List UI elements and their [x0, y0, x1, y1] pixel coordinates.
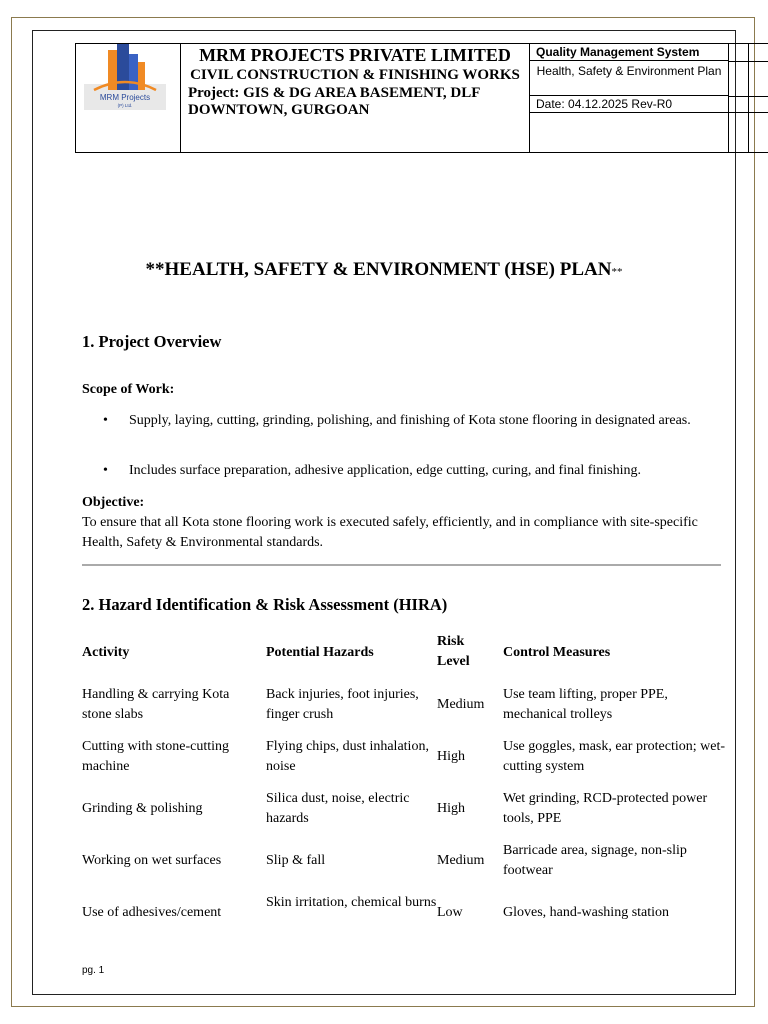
page-number: pg. 1	[82, 965, 105, 976]
table-cell: Slip & fall	[266, 853, 326, 868]
table-cell: Low	[437, 905, 463, 920]
table-cell: Handling & carrying Kota stone slabs	[82, 687, 230, 722]
column-header: Potential Hazards	[266, 645, 374, 660]
header-blank-cells	[728, 43, 768, 153]
table-cell: High	[437, 801, 465, 816]
company-logo	[84, 44, 166, 110]
section-divider	[82, 564, 721, 566]
table-cell: Cutting with stone-cutting machine	[82, 739, 229, 774]
table-cell: Medium	[437, 853, 485, 868]
project-name: Project: GIS & DG AREA BASEMENT, DLF DOWNTOWN, GURGOAN	[188, 85, 480, 118]
table-cell: Silica dust, noise, electric hazards	[266, 791, 410, 826]
table-cell: Gloves, hand-washing station	[503, 905, 670, 920]
table-cell: Use team lifting, proper PPE, mechanical trolleys	[503, 687, 668, 722]
table-cell: Use goggles, mask, ear protection; wet-cutting system	[503, 739, 725, 774]
column-header: Activity	[82, 645, 130, 660]
table-cell: Medium	[437, 697, 485, 712]
bullet-icon: •	[103, 413, 108, 428]
table-cell: Barricade area, signage, non-slip footwear	[503, 843, 687, 878]
bullet-icon: •	[103, 463, 108, 478]
company-name: MRM PROJECTS PRIVATE LIMITED	[199, 45, 511, 65]
date-revision: Date: 04.12.2025 Rev-R0	[530, 96, 728, 113]
table-cell: Use of adhesives/cement	[82, 905, 222, 920]
scope-label: Scope of Work:	[82, 382, 175, 397]
column-header: Control Measures	[503, 645, 611, 660]
works-description: CIVIL CONSTRUCTION & FINISHING WORKS	[190, 67, 520, 83]
table-cell: Flying chips, dust inhalation, noise	[266, 739, 429, 774]
header-qms-cell	[530, 43, 728, 153]
table-cell: Working on wet surfaces	[82, 853, 222, 868]
table-cell: Wet grinding, RCD-protected power tools, PPE	[503, 791, 708, 826]
table-cell: Back injuries, foot injuries, finger crush	[266, 687, 419, 722]
table-cell: High	[437, 749, 465, 764]
table-cell: Skin irritation, chemical burns	[266, 895, 437, 910]
objective-text: To ensure that all Kota stone flooring work is executed safely, efficiently, and in compliance with site-specific Health, Safety & Environmental standards.	[82, 515, 698, 550]
header-company-cell	[180, 43, 530, 153]
section-1-heading: 1. Project Overview	[82, 332, 222, 351]
svg-text:MRM Projects: MRM Projects	[99, 93, 151, 102]
document-header	[75, 43, 768, 154]
qms-title: Quality Management System	[530, 44, 728, 61]
document-title: **HEALTH, SAFETY & ENVIRONMENT (HSE) PLAN**	[145, 259, 623, 280]
company-logo-cell	[75, 43, 180, 153]
objective-label: Objective:	[82, 495, 145, 510]
section-2-heading: 2. Hazard Identification & Risk Assessment (HIRA)	[82, 595, 448, 614]
column-header: Risk Level	[437, 634, 470, 669]
table-cell: Grinding & polishing	[82, 801, 203, 816]
svg-text:(P) Ltd.: (P) Ltd.	[117, 103, 133, 108]
plan-name: Health, Safety & Environment Plan	[530, 61, 728, 96]
